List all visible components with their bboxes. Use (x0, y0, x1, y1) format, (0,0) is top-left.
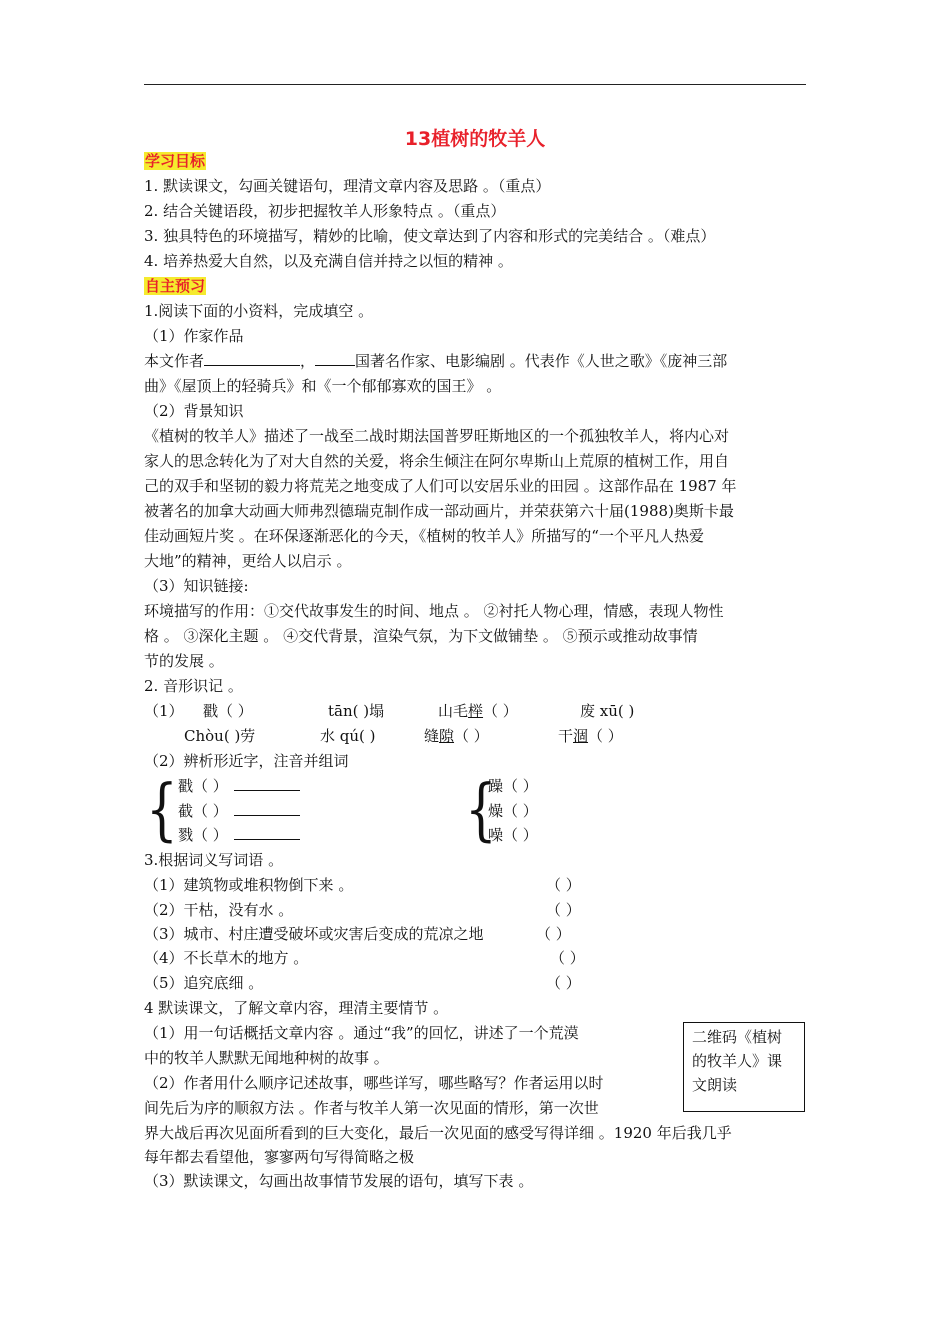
knowledge-line: 格 。 ③深化主题 。 ④交代背景，渲染气氛，为下文做铺垫 。 ⑤预示或推动故事情 (144, 627, 698, 645)
knowledge-line: 节的发展 。 (144, 652, 224, 670)
section-goals-heading: 学习目标 (145, 152, 206, 170)
q2-item-qu[interactable]: 水 qú( ) (320, 727, 376, 745)
q2-item-he-paren: （ ） (588, 727, 623, 745)
q2-item-ju-char: 榉 (468, 702, 484, 720)
q2-item-chuo[interactable]: 戳（ ） (203, 702, 253, 720)
q2-item-xi-pre: 缝 (424, 727, 440, 745)
q2-item-xi-char: 隙 (439, 727, 455, 745)
q1-sub1: （1）作家作品 (144, 327, 244, 345)
q3-answer-paren[interactable]: （ ） (546, 876, 581, 894)
q4-line: 间先后为序的顺叙方法 。作者与牧羊人第一次见面的情形，第一次世 (144, 1099, 599, 1117)
q2-item-chou[interactable]: Chòu( )劳 (184, 727, 256, 745)
q3-answer-paren[interactable]: （ ） (550, 949, 585, 967)
q3-answer-paren[interactable]: （ ） (546, 974, 581, 992)
q4-line: 中的牧羊人默默无闻地种树的故事 。 (144, 1049, 389, 1067)
author-comma: ， (300, 352, 316, 370)
q2-item-ju-paren: （ ） (483, 702, 518, 720)
q2-item-ju[interactable] (438, 701, 518, 721)
author-line-2: 曲》《屋顶上的轻骑兵》和《一个郁郁寡欢的国王》 。 (144, 377, 502, 395)
q2-item-xi[interactable] (424, 726, 489, 746)
background-line: 大地”的精神，更给人以启示 。 (144, 552, 352, 570)
q3-item-text: （4）不长草木的地方 。 (144, 949, 309, 967)
background-line: 家人的思念转化为了对大自然的关爱，将余生倾注在阿尔卑斯山上荒原的植树工作，用自 (144, 452, 730, 470)
background-line: 己的双手和坚韧的毅力将荒芜之地变成了人们可以安居乐业的田园 。这部作品在 1987 年 (144, 477, 737, 495)
q2-row1-number: （1） (144, 702, 184, 720)
q4-title: 4 默读课文，了解文章内容，理清主要情节 。 (144, 999, 449, 1017)
q1-sub2: （2）背景知识 (144, 402, 244, 420)
author-line (144, 351, 727, 371)
similar-left-item[interactable]: 戮（ ） (178, 825, 300, 845)
q3-item-text: （2）干枯，没有水 。 (144, 901, 294, 919)
goal-item: 2. 结合关键语段，初步把握牧羊人形象特点 。（重点） (144, 202, 506, 220)
goal-item: 1. 默读课文，勾画关键语句，理清文章内容及思路 。（重点） (144, 177, 551, 195)
q4-line: 界大战后再次见面所看到的巨大变化，最后一次见面的感受写得详细 。1920 年后我几乎 (144, 1124, 732, 1142)
header-rule (144, 84, 806, 85)
similar-right-item[interactable]: 噪（ ） (488, 826, 538, 844)
author-country-blank[interactable] (315, 351, 355, 366)
q3-title: 3.根据词义写词语 。 (144, 851, 284, 869)
q3-item-text: （5）追究底细 。 (144, 974, 264, 992)
author-label: 本文作者 (144, 352, 205, 370)
background-line: 佳动画短片奖 。在环保逐渐恶化的今天，《植树的牧羊人》所描写的“一个平凡人热爱 (144, 527, 704, 545)
q2-item-he-pre: 干 (558, 727, 574, 745)
background-line: 被著名的加拿大动画大师弗烈德瑞克制作成一部动画片，并荣获第六十届(1988)奥斯卡最 (144, 502, 734, 520)
q2-item-he[interactable] (558, 726, 623, 746)
similar-right-item[interactable]: 燥（ ） (488, 802, 538, 820)
section-goals-row (144, 151, 206, 171)
right-brace-icon: { (465, 770, 497, 849)
qr-code-note-box: 二维码《植树的牧羊人》课文朗读 (683, 1022, 805, 1112)
q2-item-ju-pre: 山毛 (438, 702, 469, 720)
q4-line: 每年都去看望他，寥寥两句写得简略之极 (144, 1148, 415, 1166)
background-line: 《植树的牧羊人》描述了一战至二战时期法国普罗旺斯地区的一个孤独牧羊人，将内心对 (144, 427, 730, 445)
goal-item: 3. 独具特色的环境描写，精妙的比喻，使文章达到了内容和形式的完美结合 。（难点） (144, 227, 716, 245)
q4-line: （2）作者用什么顺序记述故事，哪些详写，哪些略写？作者运用以时 (144, 1074, 604, 1092)
goal-item: 4. 培养热爱大自然，以及充满自信并持之以恒的精神 。 (144, 252, 513, 270)
left-brace-icon: { (146, 770, 178, 849)
q2-item-xu[interactable]: 废 xū( ) (580, 702, 635, 720)
q1-title: 1.阅读下面的小资料，完成填空 。 (144, 302, 374, 320)
q1-sub3: （3）知识链接: (144, 577, 249, 595)
q2-title: 2. 音形识记 。 (144, 677, 243, 695)
section-preview-heading: 自主预习 (145, 277, 206, 295)
q4-line: （1）用一句话概括文章内容 。通过“我”的回忆，讲述了一个荒漠 (144, 1024, 579, 1042)
similar-right-item[interactable]: 躁（ ） (488, 777, 538, 795)
q2-sub2: （2）辨析形近字，注音并组词 (144, 752, 349, 770)
similar-left-item[interactable]: 戳（ ） (178, 776, 300, 796)
q3-answer-paren[interactable]: （ ） (536, 925, 571, 943)
q3-answer-paren[interactable]: （ ） (546, 901, 581, 919)
q2-item-he-char: 涸 (573, 727, 589, 745)
author-desc: 国著名作家、电影编剧 。代表作《人世之歌》《庞神三部 (355, 352, 728, 370)
q3-item-text: （1）建筑物或堆积物倒下来 。 (144, 876, 354, 894)
author-name-blank[interactable] (204, 351, 300, 366)
q2-item-xi-paren: （ ） (454, 727, 489, 745)
q2-item-tan[interactable]: tān( )塌 (328, 702, 385, 720)
similar-left-item[interactable]: 截（ ） (178, 801, 300, 821)
q4-line: （3）默读课文，勾画出故事情节发展的语句，填写下表 。 (144, 1172, 534, 1190)
q3-item-text: （3）城市、村庄遭受破坏或灾害后变成的荒凉之地 (144, 925, 484, 943)
section-preview-row (144, 276, 206, 296)
page-title: 13植树的牧羊人 (404, 128, 546, 150)
knowledge-line: 环境描写的作用：①交代故事发生的时间、地点 。 ②衬托人物心理，情感，表现人物性 (144, 602, 724, 620)
